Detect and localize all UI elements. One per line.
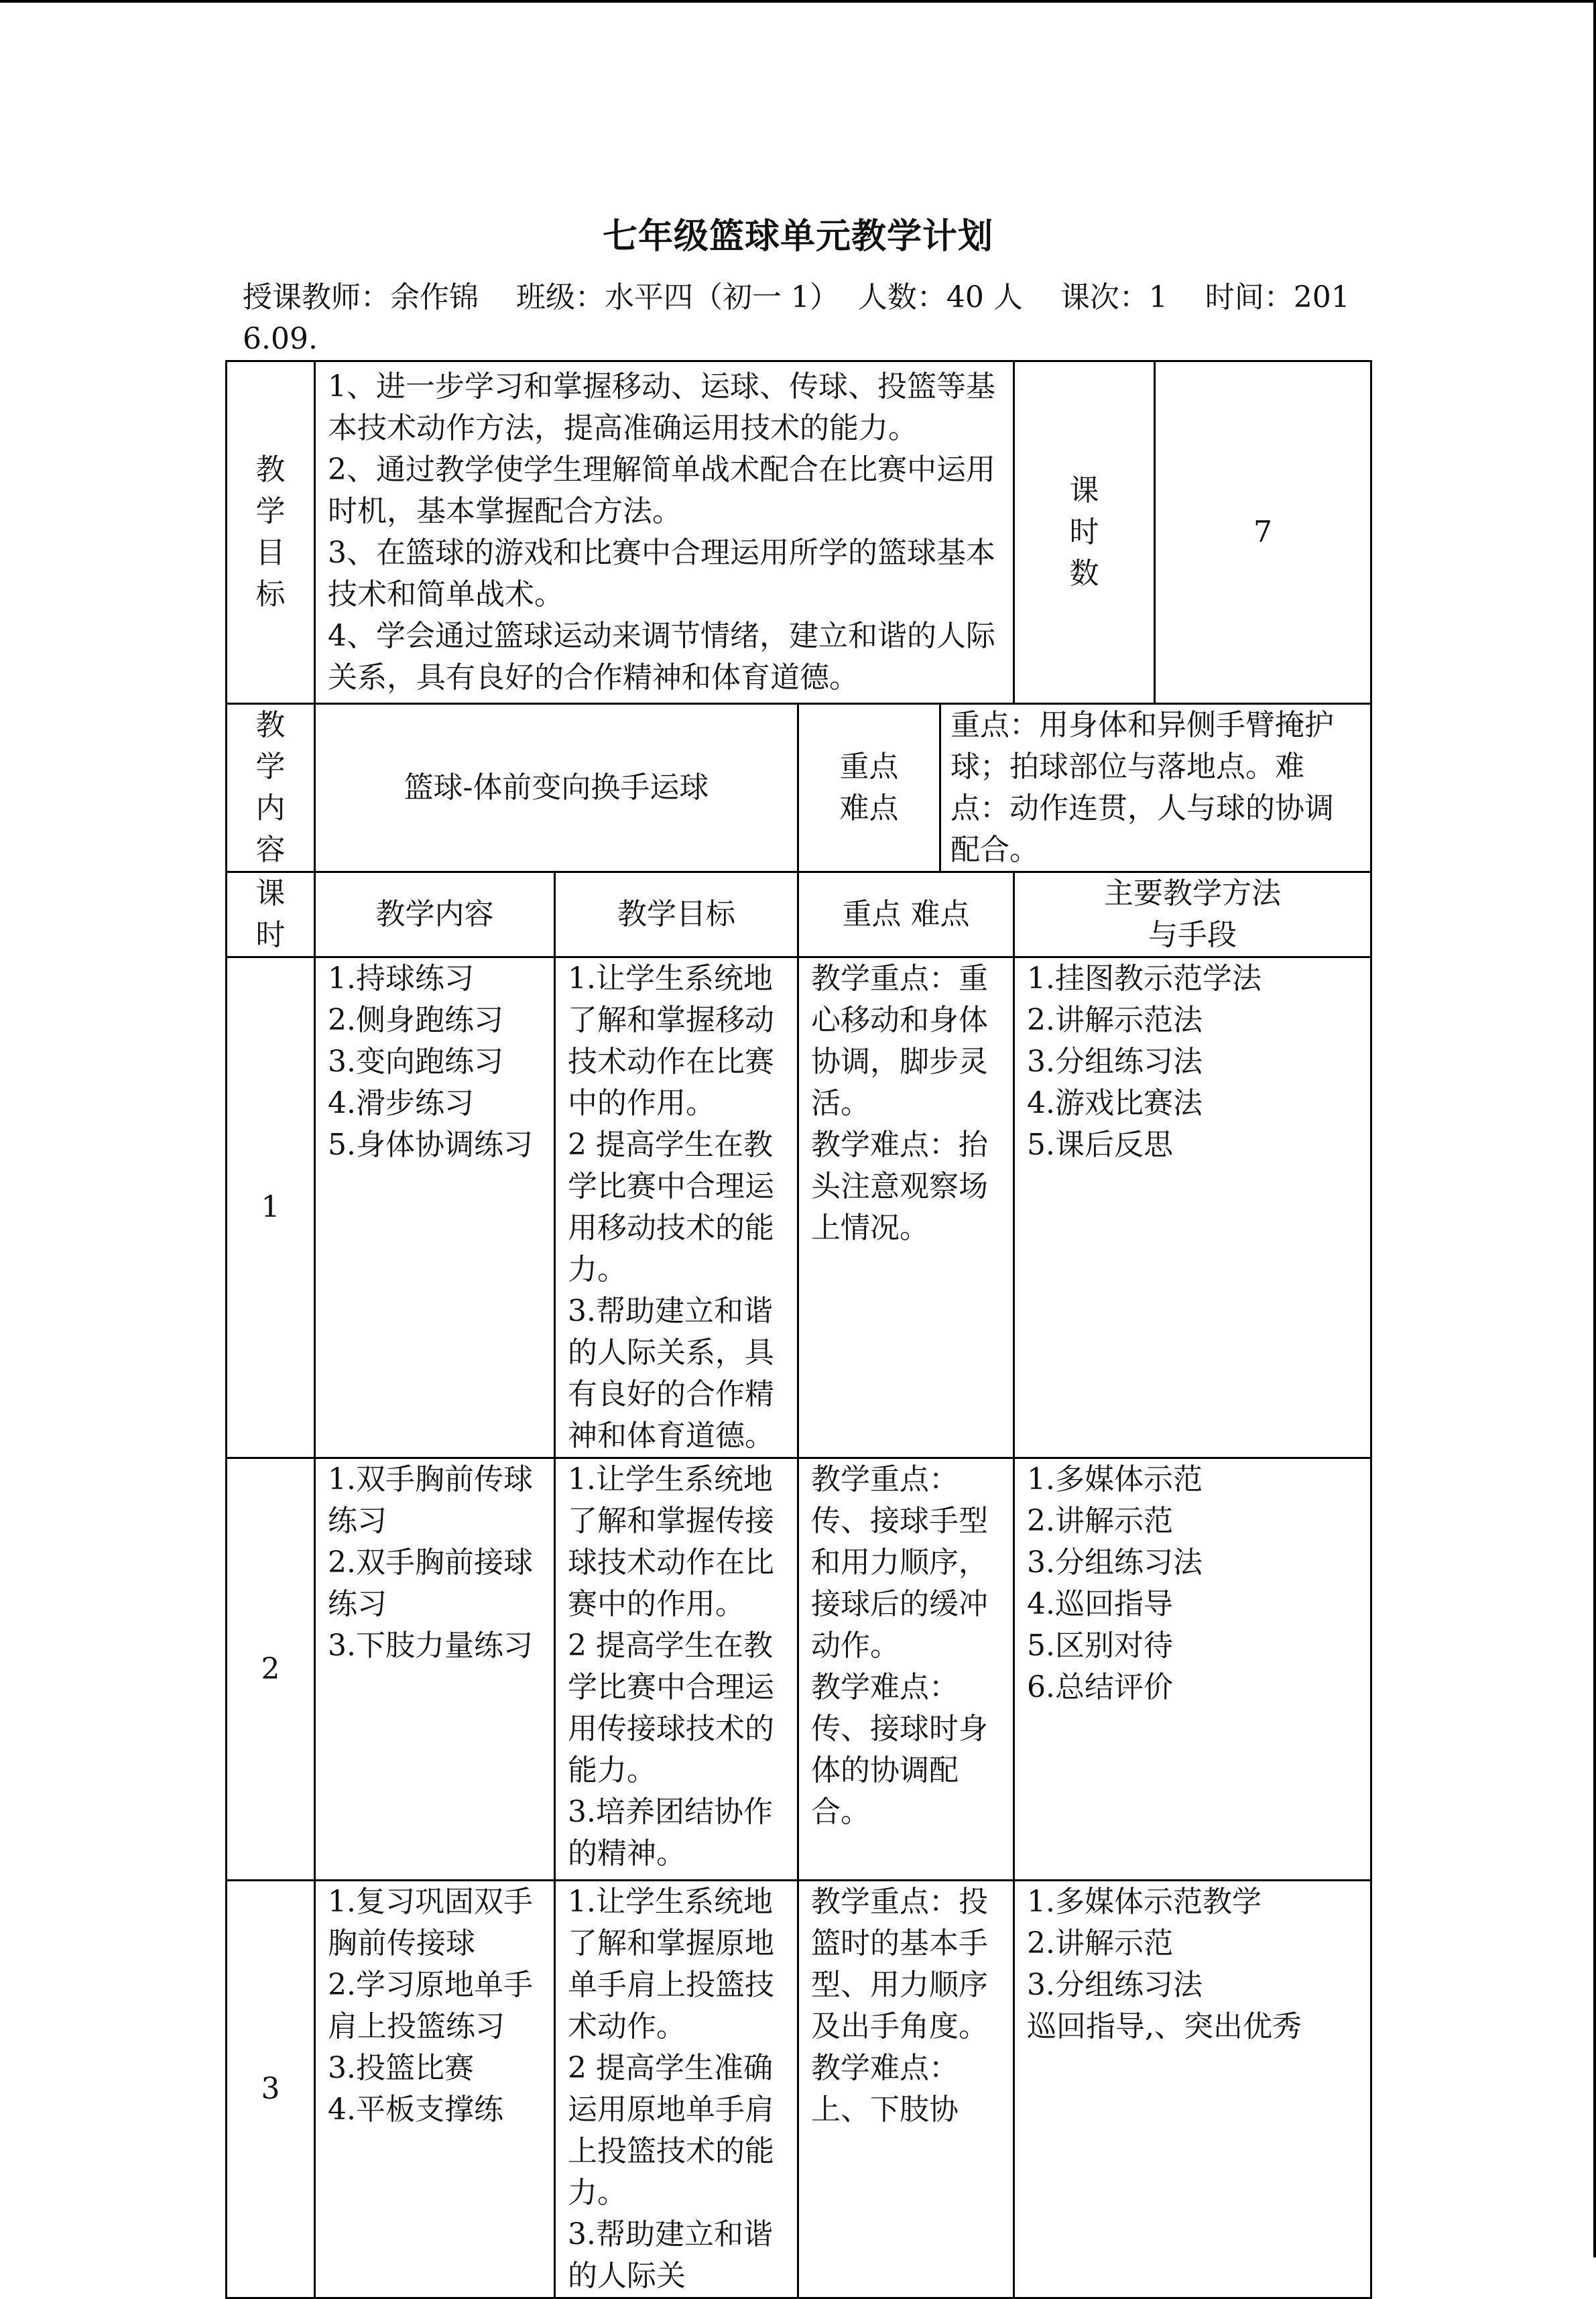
lesson-key-points: 教学重点：重心移动和身体协调，脚步灵活。 教学难点：抬头注意观察场上情况。 xyxy=(798,957,1014,1458)
header-goal: 教学目标 xyxy=(555,872,798,957)
lesson-number: 2 xyxy=(227,1458,315,1881)
lesson-key-points: 教学重点：投篮时的基本手型、用力顺序及出手角度。 教学难点：上、下肢协 xyxy=(798,1881,1014,2298)
header-content: 教学内容 xyxy=(315,872,555,957)
content-label xyxy=(227,704,315,872)
teacher-info-line: 授课教师：余作锦 班级：水平四（初一 1） 人数：40 人 课次：1 时间：2016.09. xyxy=(243,280,1350,356)
lesson-content: 1.双手胸前传球练习 2.双手胸前接球练习 3.下肢力量练习 xyxy=(315,1458,555,1881)
hours-value: 7 xyxy=(1155,361,1371,704)
content-value: 篮球-体前变向换手运球 xyxy=(315,704,798,872)
key-difficult-text: 重点：用身体和异侧手臂掩护球；拍球部位与落地点。难点：动作连贯，人与球的协调配合。 xyxy=(940,704,1371,872)
lesson-goal: 1.让学生系统地了解和掌握传接球技术动作在比赛中的作用。 2 提高学生在教学比赛中合理运用传接球技术的能力。 3.培养团结协作的精神。 xyxy=(555,1458,798,1881)
hours-label-text: 课时数 xyxy=(1069,473,1099,591)
lesson-header-row xyxy=(227,872,1371,957)
lesson-plan-table xyxy=(225,360,1372,2299)
header-lesson-text: 课时 xyxy=(255,876,286,952)
lesson-number: 3 xyxy=(227,1881,315,2298)
header-method xyxy=(1014,872,1371,957)
content-row xyxy=(227,704,1371,872)
goals-label-text: 教学目标 xyxy=(255,453,286,611)
header-method-text: 主要教学方法与手段 xyxy=(1104,876,1281,952)
key-difficult-label: 重点 难点 xyxy=(798,704,940,872)
lesson-method: 1.多媒体示范 2.讲解示范 3.分组练习法 4.巡回指导 5.区别对待 6.总结评价 xyxy=(1014,1458,1371,1881)
lesson-method: 1.多媒体示范教学 2.讲解示范 3.分组练习法 巡回指导,、突出优秀 xyxy=(1014,1881,1371,2298)
goals-label xyxy=(227,361,315,704)
lesson-row xyxy=(227,1881,1371,2298)
goals-row xyxy=(227,361,1371,704)
page-right-border xyxy=(1593,0,1596,2257)
hours-label xyxy=(1014,361,1155,704)
content-label-text: 教学内容 xyxy=(255,708,286,867)
lesson-row xyxy=(227,1458,1371,1881)
header-lesson xyxy=(227,872,315,957)
document-title: 七年级篮球单元教学计划 xyxy=(602,217,993,257)
lesson-goal: 1.让学生系统地了解和掌握原地单手肩上投篮技术动作。 2 提高学生准确运用原地单手肩上投篮技术的能力。 3.帮助建立和谐的人际关 xyxy=(555,1881,798,2298)
lesson-method: 1.挂图教示范学法 2.讲解示范法 3.分组练习法 4.游戏比赛法 5.课后反思 xyxy=(1014,957,1371,1458)
lesson-row xyxy=(227,957,1371,1458)
lesson-content: 1.复习巩固双手胸前传接球 2.学习原地单手肩上投篮练习 3.投篮比赛 4.平板支撑练 xyxy=(315,1881,555,2298)
lesson-content: 1.持球练习 2.侧身跑练习 3.变向跑练习 4.滑步练习 5.身体协调练习 xyxy=(315,957,555,1458)
lesson-number: 1 xyxy=(227,957,315,1458)
lesson-key-points: 教学重点：传、接球手型和用力顺序，接球后的缓冲动作。 教学难点：传、接球时身体的协调配合。 xyxy=(798,1458,1014,1881)
goals-text: 1、进一步学习和掌握移动、运球、传球、投篮等基本技术动作方法，提高准确运用技术的能力。 2、通过教学使学生理解简单战术配合在比赛中运用时机，基本掌握配合方法。 3、在篮球的游戏和比赛中合理运用所学的篮球基本技术和简单战术。 4、学会通过篮球运动来调节情绪，建立和谐的人际关系，具有良好的合作精神和体育道德。 xyxy=(315,361,1014,704)
lesson-goal: 1.让学生系统地了解和掌握移动技术动作在比赛中的作用。 2 提高学生在教学比赛中合理运用移动技术的能力。 3.帮助建立和谐的人际关系，具有良好的合作精神和体育道德。 xyxy=(555,957,798,1458)
page-top-border xyxy=(0,0,1596,3)
header-key: 重点 难点 xyxy=(798,872,1014,957)
